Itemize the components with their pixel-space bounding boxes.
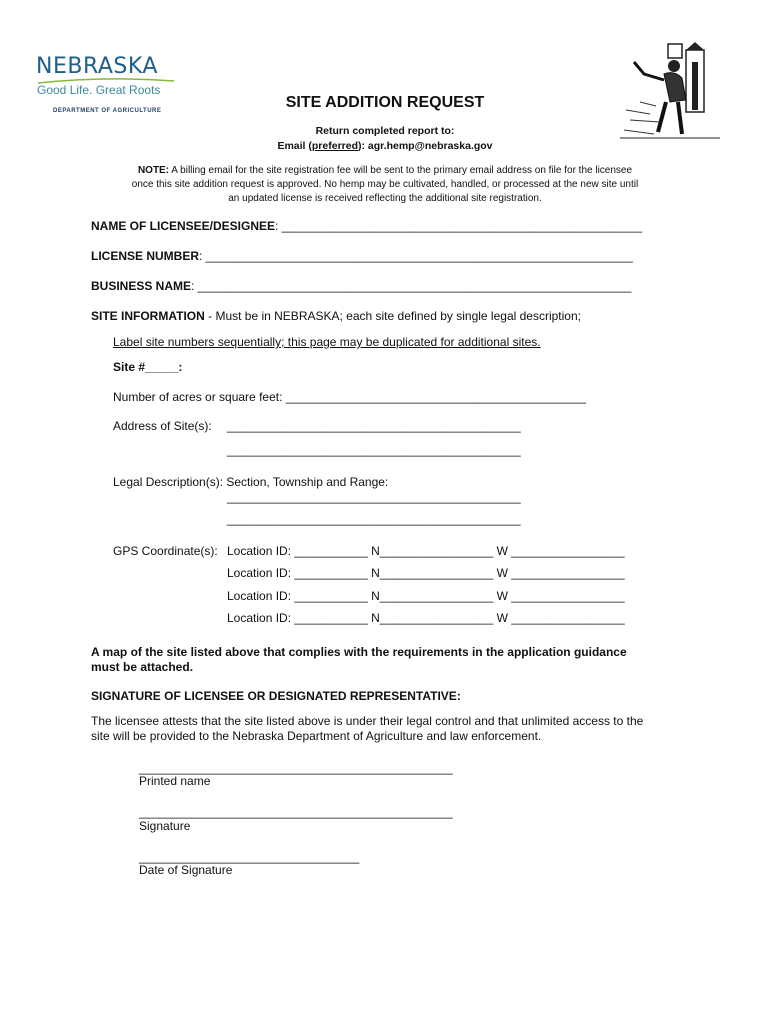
site-information-label: SITE INFORMATION bbox=[91, 309, 205, 323]
date-line[interactable]: _________________________________ bbox=[139, 850, 360, 864]
address-label: Address of Site(s): bbox=[113, 419, 212, 433]
gps-row[interactable]: Location ID: ___________ N_________________ W _________________ bbox=[227, 566, 625, 580]
license-number-label: LICENSE NUMBER bbox=[91, 249, 200, 263]
licensee-label: NAME OF LICENSEE/DESIGNEE bbox=[91, 219, 276, 233]
gps-row[interactable]: Location ID: ___________ N_________________ W _________________ bbox=[227, 544, 625, 558]
address-line-2[interactable]: ____________________________________________ bbox=[227, 443, 521, 457]
logo-tagline: Good Life. Great Roots bbox=[37, 83, 161, 97]
legal-line-1[interactable]: ____________________________________________ bbox=[227, 490, 521, 504]
note-line-1 bbox=[0, 164, 770, 178]
note-line-3: an updated license is received reflecting the additional site registration. bbox=[228, 193, 542, 204]
site-number[interactable]: Site #_____: bbox=[113, 360, 183, 374]
acres-field[interactable]: Number of acres or square feet: _____________________________________________ bbox=[113, 390, 587, 404]
attestation-line-1: The licensee attests that the site listed above is under their legal control and that unlimited access to the bbox=[91, 714, 644, 728]
map-notice-line-1: A map of the site listed above that complies with the requirements in the application guidance bbox=[91, 645, 627, 659]
signature-label: Signature bbox=[139, 819, 191, 833]
logo-department: DEPARTMENT OF AGRICULTURE bbox=[53, 108, 162, 114]
printed-name-label: Printed name bbox=[139, 774, 211, 788]
gps-label: GPS Coordinate(s): bbox=[113, 544, 218, 558]
email-preferred: preferred bbox=[311, 140, 358, 152]
date-label: Date of Signature bbox=[139, 863, 233, 877]
signature-heading: SIGNATURE OF LICENSEE OR DESIGNATED REPRESENTATIVE: bbox=[91, 689, 461, 703]
legal-description-label: Legal Description(s): Section, Township and Range: bbox=[113, 475, 389, 489]
page-title: SITE ADDITION REQUEST bbox=[285, 94, 485, 111]
business-name-label: BUSINESS NAME bbox=[91, 279, 192, 293]
licensee-line[interactable]: : ______________________________________________________ bbox=[275, 219, 643, 233]
site-information-heading bbox=[91, 309, 581, 323]
license-number-field[interactable] bbox=[91, 249, 633, 263]
legal-line-2[interactable]: ____________________________________________ bbox=[227, 512, 521, 526]
printed-name-line[interactable]: _______________________________________________ bbox=[139, 761, 453, 775]
email-address[interactable]: ): agr.hemp@nebraska.gov bbox=[358, 140, 493, 152]
sequential-note: Label site numbers sequentially; this page may be duplicated for additional sites. bbox=[113, 335, 541, 349]
business-name-line[interactable]: : _________________________________________________________________ bbox=[191, 279, 632, 293]
gps-row[interactable]: Location ID: ___________ N_________________ W _________________ bbox=[227, 611, 625, 625]
licensee-field[interactable] bbox=[91, 219, 642, 233]
business-name-field[interactable] bbox=[91, 279, 631, 293]
return-instruction: Return completed report to: bbox=[315, 125, 455, 137]
note-text-1: A billing email for the site registration fee will be sent to the primary email address on file for the licensee bbox=[169, 165, 633, 176]
nebraska-wordmark: NEBRASKA bbox=[36, 54, 158, 79]
note-line-2: once this site addition request is approved. No hemp may be cultivated, handled, or processed at the new site until bbox=[131, 179, 639, 190]
email-line bbox=[0, 140, 770, 152]
map-notice-line-2: must be attached. bbox=[91, 660, 194, 674]
email-prefix: Email ( bbox=[277, 140, 312, 152]
signature-line[interactable]: _______________________________________________ bbox=[139, 805, 453, 819]
address-line-1[interactable]: ____________________________________________ bbox=[227, 419, 521, 433]
site-information-text: - Must be in NEBRASKA; each site defined by single legal description; bbox=[204, 309, 581, 323]
gps-row[interactable]: Location ID: ___________ N_________________ W _________________ bbox=[227, 589, 625, 603]
license-number-line[interactable]: : ________________________________________________________________ bbox=[199, 249, 633, 263]
note-label: NOTE: bbox=[137, 165, 170, 176]
attestation-line-2: site will be provided to the Nebraska Department of Agriculture and law enforcement. bbox=[91, 729, 542, 743]
